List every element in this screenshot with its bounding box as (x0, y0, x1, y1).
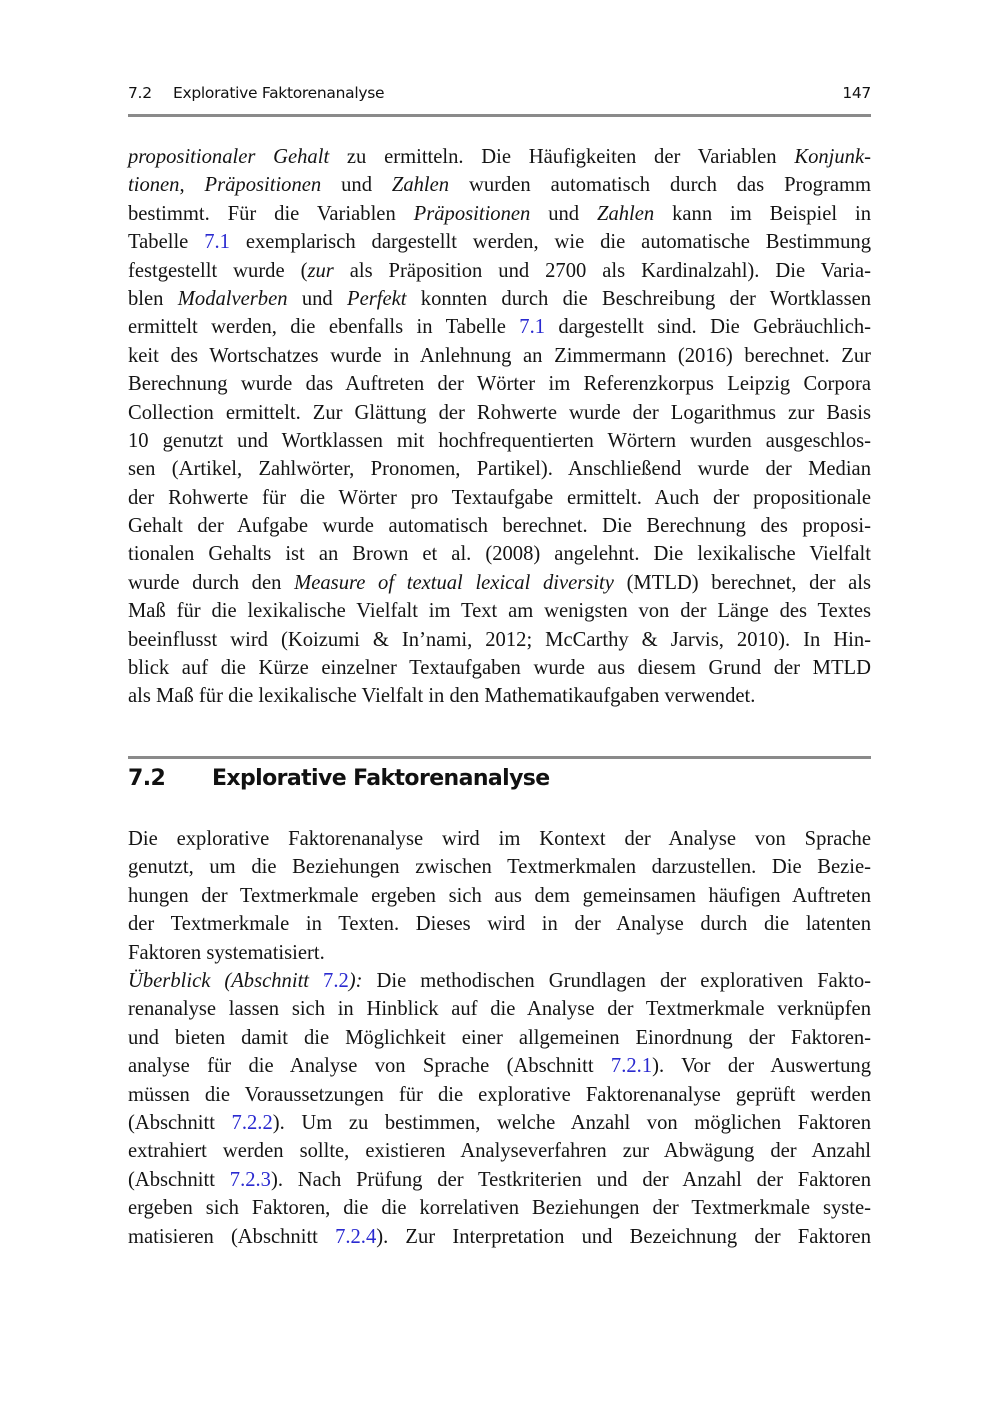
text-line (128, 200, 871, 228)
text-run: wurde durch den (128, 571, 295, 594)
header-rule (128, 114, 871, 117)
italic-text: Modalverben (177, 287, 288, 310)
text-run: konnten durch die Beschreibung der Wortklassen (406, 287, 872, 310)
text-run: beeinflusst wird (Koizumi & In’nami, 2012; McCarthy & Jarvis, 2010). In Hin- (128, 628, 871, 651)
italic-text: tionen (128, 174, 180, 197)
text-line (128, 512, 871, 540)
text-run: Tabelle (128, 231, 205, 254)
text-line (128, 257, 871, 285)
text-run: ergeben sich Faktoren, die die korrelativen Beziehungen der Textmerkmale syste- (128, 1197, 871, 1220)
text-line (128, 569, 871, 597)
text-run: sen (Artikel, Zahlwörter, Pronomen, Partikel). Anschließend wurde der Median (128, 458, 871, 481)
paragraph-3-overview (128, 967, 871, 1251)
section-title: Explorative Faktorenanalyse (212, 766, 550, 791)
text-line (128, 1052, 871, 1080)
text-line (128, 342, 871, 370)
italic-text: ): (348, 970, 363, 992)
text-line (128, 455, 871, 483)
section-heading (128, 766, 871, 791)
italic-text: Perfekt (347, 287, 407, 310)
text-run: (MTLD) berechnet, der als (613, 571, 871, 594)
text-line (128, 1109, 871, 1137)
text-line (128, 626, 871, 654)
text-run: (Abschnitt (128, 1111, 232, 1134)
running-head-section-number: 7.2 (128, 84, 152, 102)
text-line (128, 484, 871, 512)
text-run: Die explorative Faktorenanalyse wird im Kontext der Analyse von Sprache (128, 828, 871, 850)
text-run: müssen die Voraussetzungen für die explorative Faktorenanalyse geprüft werden (128, 1083, 871, 1106)
text-line (128, 540, 871, 568)
text-line (128, 313, 871, 341)
text-run: der Rohwerte für die Wörter pro Textaufgabe ermittelt. Auch der propositionale (128, 486, 871, 509)
text-line (128, 1081, 871, 1109)
text-run: festgestellt wurde ( (128, 259, 308, 282)
cross-reference-link[interactable]: 7.1 (204, 231, 230, 254)
italic-text: Zahlen (391, 174, 450, 197)
text-run: und bieten damit die Möglichkeit einer allgemeinen Einordnung der Faktoren- (128, 1026, 871, 1049)
italic-text: Zahlen (596, 202, 655, 225)
text-line (128, 597, 871, 625)
text-line (128, 285, 871, 313)
italic-text: Präpositionen (204, 174, 322, 197)
text-run: genutzt, um die Beziehungen zwischen Textmerkmalen darzustellen. Die Bezie- (128, 856, 871, 879)
text-run: Berechnung wurde das Auftreten der Wörter im Referenzkorpus Leipzig Corpora (128, 373, 871, 396)
section-rule (128, 756, 871, 759)
text-run: ). Vor der Auswertung (652, 1055, 872, 1078)
text-run: dargestellt sind. Die Gebräuchlich- (545, 316, 871, 339)
text-run: blick auf die Kürze einzelner Textaufgaben wurde aus diesem Grund der MTLD (128, 657, 871, 680)
italic-text: Überblick (Abschnitt (128, 970, 324, 992)
text-run: renanalyse lassen sich in Hinblick auf die Analyse der Textmerkmale verknüpfen (128, 998, 871, 1021)
text-run: zu ermitteln. Die Häufigkeiten der Variablen (329, 146, 795, 168)
text-run: hungen der Textmerkmale ergeben sich aus dem gemeinsamen häufigen Auftreten (128, 884, 871, 907)
italic-text: Konjunk- (794, 146, 871, 168)
text-line (128, 427, 871, 455)
page-number: 147 (842, 84, 871, 102)
text-line (128, 399, 871, 427)
cross-reference-link[interactable]: 7.2.1 (610, 1055, 653, 1078)
running-head-title (128, 84, 384, 102)
text-line (128, 1024, 871, 1052)
text-run: blen (128, 287, 178, 310)
text-run: tionalen Gehalts ist an Brown et al. (2008) angelehnt. Die lexikalische Vielfalt (128, 543, 871, 566)
text-line (128, 967, 871, 995)
text-run: extrahiert werden sollte, existieren Analyseverfahren zur Abwägung der Anzahl (128, 1140, 871, 1163)
text-line (128, 825, 871, 853)
paragraph-2 (128, 825, 871, 967)
cross-reference-link[interactable]: 7.2.4 (335, 1225, 377, 1248)
text-run: wurden automatisch durch das Programm (449, 174, 872, 197)
text-run: Faktoren systematisiert. (128, 941, 325, 964)
text-run: Gehalt der Aufgabe wurde automatisch berechnet. Die Berechnung des proposi- (128, 515, 871, 538)
text-line (128, 910, 871, 938)
text-run: als Maß für die lexikalische Vielfalt in den Mathematikaufgaben verwendet. (128, 685, 756, 708)
text-line (128, 654, 871, 682)
text-run: ). Nach Prüfung der Testkriterien und der Anzahl der Faktoren (270, 1168, 871, 1191)
cross-reference-link[interactable]: 7.1 (519, 316, 546, 339)
text-run: ermittelt werden, die ebenfalls in Tabelle (128, 316, 520, 339)
cross-reference-link[interactable]: 7.2 (323, 970, 349, 992)
running-head-section-title: Explorative Faktorenanalyse (173, 84, 385, 102)
text-run: keit des Wortschatzes wurde in Anlehnung an Zimmermann (2016) berechnet. Zur (128, 344, 871, 367)
text-run: kann im Beispiel in (654, 202, 871, 225)
text-run: und (287, 287, 348, 310)
italic-text: propositionaler Gehalt (128, 146, 330, 168)
text-run: , (179, 174, 205, 197)
italic-text: Präpositionen (413, 202, 531, 225)
text-run: und (530, 202, 597, 225)
text-run: Maß für die lexikalische Vielfalt im Text am wenigsten von der Länge des Textes (128, 600, 871, 623)
cross-reference-link[interactable]: 7.2.3 (229, 1168, 271, 1191)
text-line (128, 1137, 871, 1165)
text-line (128, 882, 871, 910)
text-run: der Textmerkmale in Texten. Dieses wird in der Analyse durch die latenten (128, 913, 871, 936)
text-run: Die methodischen Grundlagen der explorativen Fakto- (362, 970, 871, 992)
text-line (128, 370, 871, 398)
text-line (128, 171, 871, 199)
text-line (128, 995, 871, 1023)
text-run: Collection ermittelt. Zur Glättung der Rohwerte wurde der Logarithmus zur Basis (128, 401, 871, 424)
running-head (128, 84, 871, 106)
text-run: (Abschnitt (128, 1168, 230, 1191)
text-line (128, 143, 871, 171)
cross-reference-link[interactable]: 7.2.2 (231, 1111, 273, 1134)
text-run: analyse für die Analyse von Sprache (Abschnitt (128, 1055, 611, 1078)
section-number: 7.2 (128, 766, 166, 791)
text-line (128, 853, 871, 881)
text-line (128, 1223, 871, 1251)
text-line (128, 939, 871, 967)
text-line (128, 682, 871, 710)
text-run: und (321, 174, 392, 197)
italic-text: zur (307, 259, 334, 282)
text-run: als Präposition und 2700 als Kardinalzahl). Die Varia- (333, 259, 871, 282)
text-line (128, 1194, 871, 1222)
text-run: 10 genutzt und Wortklassen mit hochfrequentierten Wörtern wurden ausgeschlos- (128, 429, 871, 452)
text-run: bestimmt. Für die Variablen (128, 202, 414, 225)
text-line (128, 228, 871, 256)
text-line (128, 1166, 871, 1194)
italic-text: Measure of textual lexical diversity (294, 571, 614, 594)
paragraph-1 (128, 143, 871, 711)
text-run: matisieren (Abschnitt (128, 1225, 336, 1248)
text-run: ). Um zu bestimmen, welche Anzahl von möglichen Faktoren (272, 1111, 871, 1134)
text-run: ). Zur Interpretation und Bezeichnung der Faktoren (376, 1225, 871, 1248)
text-run: exemplarisch dargestellt werden, wie die automatische Bestimmung (229, 231, 871, 254)
